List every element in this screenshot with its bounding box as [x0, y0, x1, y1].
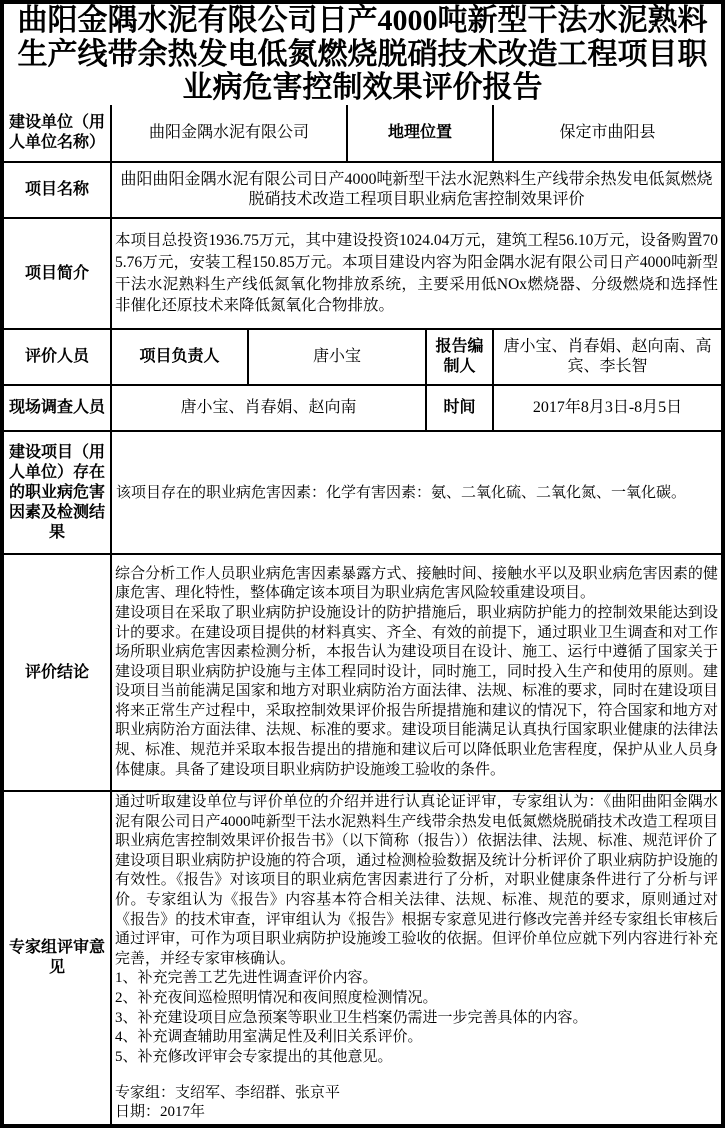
expert-review-item-2: 2、补充夜间巡检照明情况和夜间照度检测情况。 [115, 989, 438, 1006]
project-name-label: 项目名称 [24, 181, 89, 198]
expert-review-label: 专家组评审意见 [8, 939, 105, 976]
project-leader-value: 唐小宝 [247, 330, 425, 384]
expert-group-signature: 专家组：支绍军、李绍群、张京平 [115, 1084, 341, 1101]
hazard-factors-label: 建设项目（用人单位）存在的职业病危害因素及检测结果 [8, 443, 105, 541]
row-project-name [4, 161, 721, 217]
site-survey-label: 现场调查人员 [8, 399, 105, 416]
row-project-summary [4, 217, 721, 328]
row-expert-review [4, 790, 721, 1124]
project-summary-text: 本项目总投资1936.75万元，其中建设投资1024.04万元，建筑工程56.10万元，设备购置705.76万元，安装工程150.85万元。本项目建设内容为阳金隅水泥有限公司日产4000吨新型干法水泥熟料生产线低氮氧化物排放系统，主要采用低NOx燃烧器、分级燃烧和选择性非催化还原技术来降低氮氧化合物排放。 [115, 231, 718, 315]
project-summary-label: 项目简介 [24, 264, 89, 282]
hazard-factors-value [110, 432, 721, 553]
project-leader-label: 项目负责人 [110, 330, 247, 384]
construction-unit-value: 曲阳金隅水泥有限公司 [110, 105, 346, 161]
survey-time-value: 2017年8月3日-8月5日 [492, 386, 721, 430]
conclusion-value [110, 555, 721, 790]
project-name-value: 曲阳曲阳金隅水泥有限公司日产4000吨新型干法水泥熟料生产线带余热发电低氮燃烧脱硝技术改造工程项目职业病危害控制效果评价 [110, 163, 721, 217]
site-survey-value: 唐小宝、肖春娟、赵向南 [110, 386, 425, 430]
construction-unit-label: 建设单位（用人单位名称） [8, 114, 105, 151]
expert-review-item-5: 5、补充修改评审会专家提出的其他意见。 [115, 1048, 393, 1065]
expert-review-paragraph: 通过听取建设单位与评价单位的介绍并进行认真论证评审，专家组认为：《曲阳曲阳金隅水泥有限公司日产4000吨新型干法水泥熟料生产线带余热发电低氮燃烧脱硝技术改造工程项目职业病危害控制效果评价报告书》（以下简称（报告））依据法律、法规、标准、规范评价了建设项目职业病防护设施的符合项，通过检测检验数据及统计分析评价了职业病防护设施的有效性。《报告》对该项目的职业病危害因素进行了分析，对职业健康条件进行了分析与评价。专家组认为《报告》内容基本符合相关法律、法规、标准、规范的要求，原则通过对《报告》的技术审查，评审组认为《报告》根据专家意见进行修改完善并经专家组长审核后通过评审，可作为项目职业病防护设施竣工验收的依据。但评价单位应就下列内容进行补充完善，并经专家审核确认。 [115, 794, 718, 967]
report-compilers-value: 唐小宝、肖春娟、赵向南、高宾、李长智 [492, 330, 721, 384]
expert-review-item-3: 3、补充建设项目应急预案等职业卫生档案仍需进一步完善具体的内容。 [115, 1009, 588, 1026]
conclusion-paragraph-2: 建设项目在采取了职业病防护设施设计的防护措施后，职业病防护能力的控制效果能达到设计的要求。在建设项目提供的材料真实、齐全、有效的前提下，通过职业卫生调查和对工作场所职业病危害因素检测分析，本报告认为建设项目在设计、施工、运行中遵循了国家关于建设项目职业病防护设施与主体工程同时设计，同时施工，同时投入生产和使用的原则。建设项目当前能满足国家和地方对职业病防治方面法律、法规、标准的要求，同时在建设项目将来正常生产过程中，采取控制效果评价报告所提措施和建议的情况下，符合国家和地方对职业病防治方面法律、法规、标准的要求。建设项目能满足认真执行国家职业健康的法律法规、标准、规范并采取本报告提出的措施和建议后可以降低职业危害程度，保护从业人员身体健康。具备了建设项目职业病防护设施竣工验收的条件。 [115, 604, 718, 778]
conclusion-paragraph-1: 综合分析工作人员职业病危害因素暴露方式、接触时间、接触水平以及职业病危害因素的健康危害、理化特性，整体确定该本项目为职业病危害风险较重建设项目。 [115, 565, 718, 602]
hazard-factors-text: 该项目存在的职业病危害因素：化学有害因素：氨、二氧化硫、二氧化氮、一氧化碳。 [116, 484, 687, 501]
conclusion-label: 评价结论 [24, 663, 89, 681]
row-construction-unit [4, 105, 721, 161]
review-date: 日期：2017年 [115, 1104, 206, 1121]
location-value: 保定市曲阳县 [492, 105, 721, 161]
expert-review-item-4: 4、补充调查辅助用室满足性及利旧关系评价。 [115, 1029, 423, 1046]
row-hazard-factors [4, 430, 721, 553]
row-evaluators [4, 328, 721, 384]
blank-line [115, 1067, 718, 1084]
row-conclusion [4, 553, 721, 790]
location-label: 地理位置 [346, 105, 492, 161]
report-title: 曲阳金隅水泥有限公司日产4000吨新型干法水泥熟料生产线带余热发电低氮燃烧脱硝技术改造工程项目职业病危害控制效果评价报告 [17, 4, 708, 105]
expert-review-item-1: 1、补充完善工艺先进性调查评价内容。 [115, 970, 378, 987]
report-compilers-label: 报告编制人 [425, 330, 492, 384]
row-site-survey [4, 384, 721, 430]
survey-time-label: 时间 [425, 386, 492, 430]
project-summary-value [110, 219, 721, 328]
expert-review-value [110, 792, 721, 1124]
evaluators-label: 评价人员 [24, 348, 89, 365]
